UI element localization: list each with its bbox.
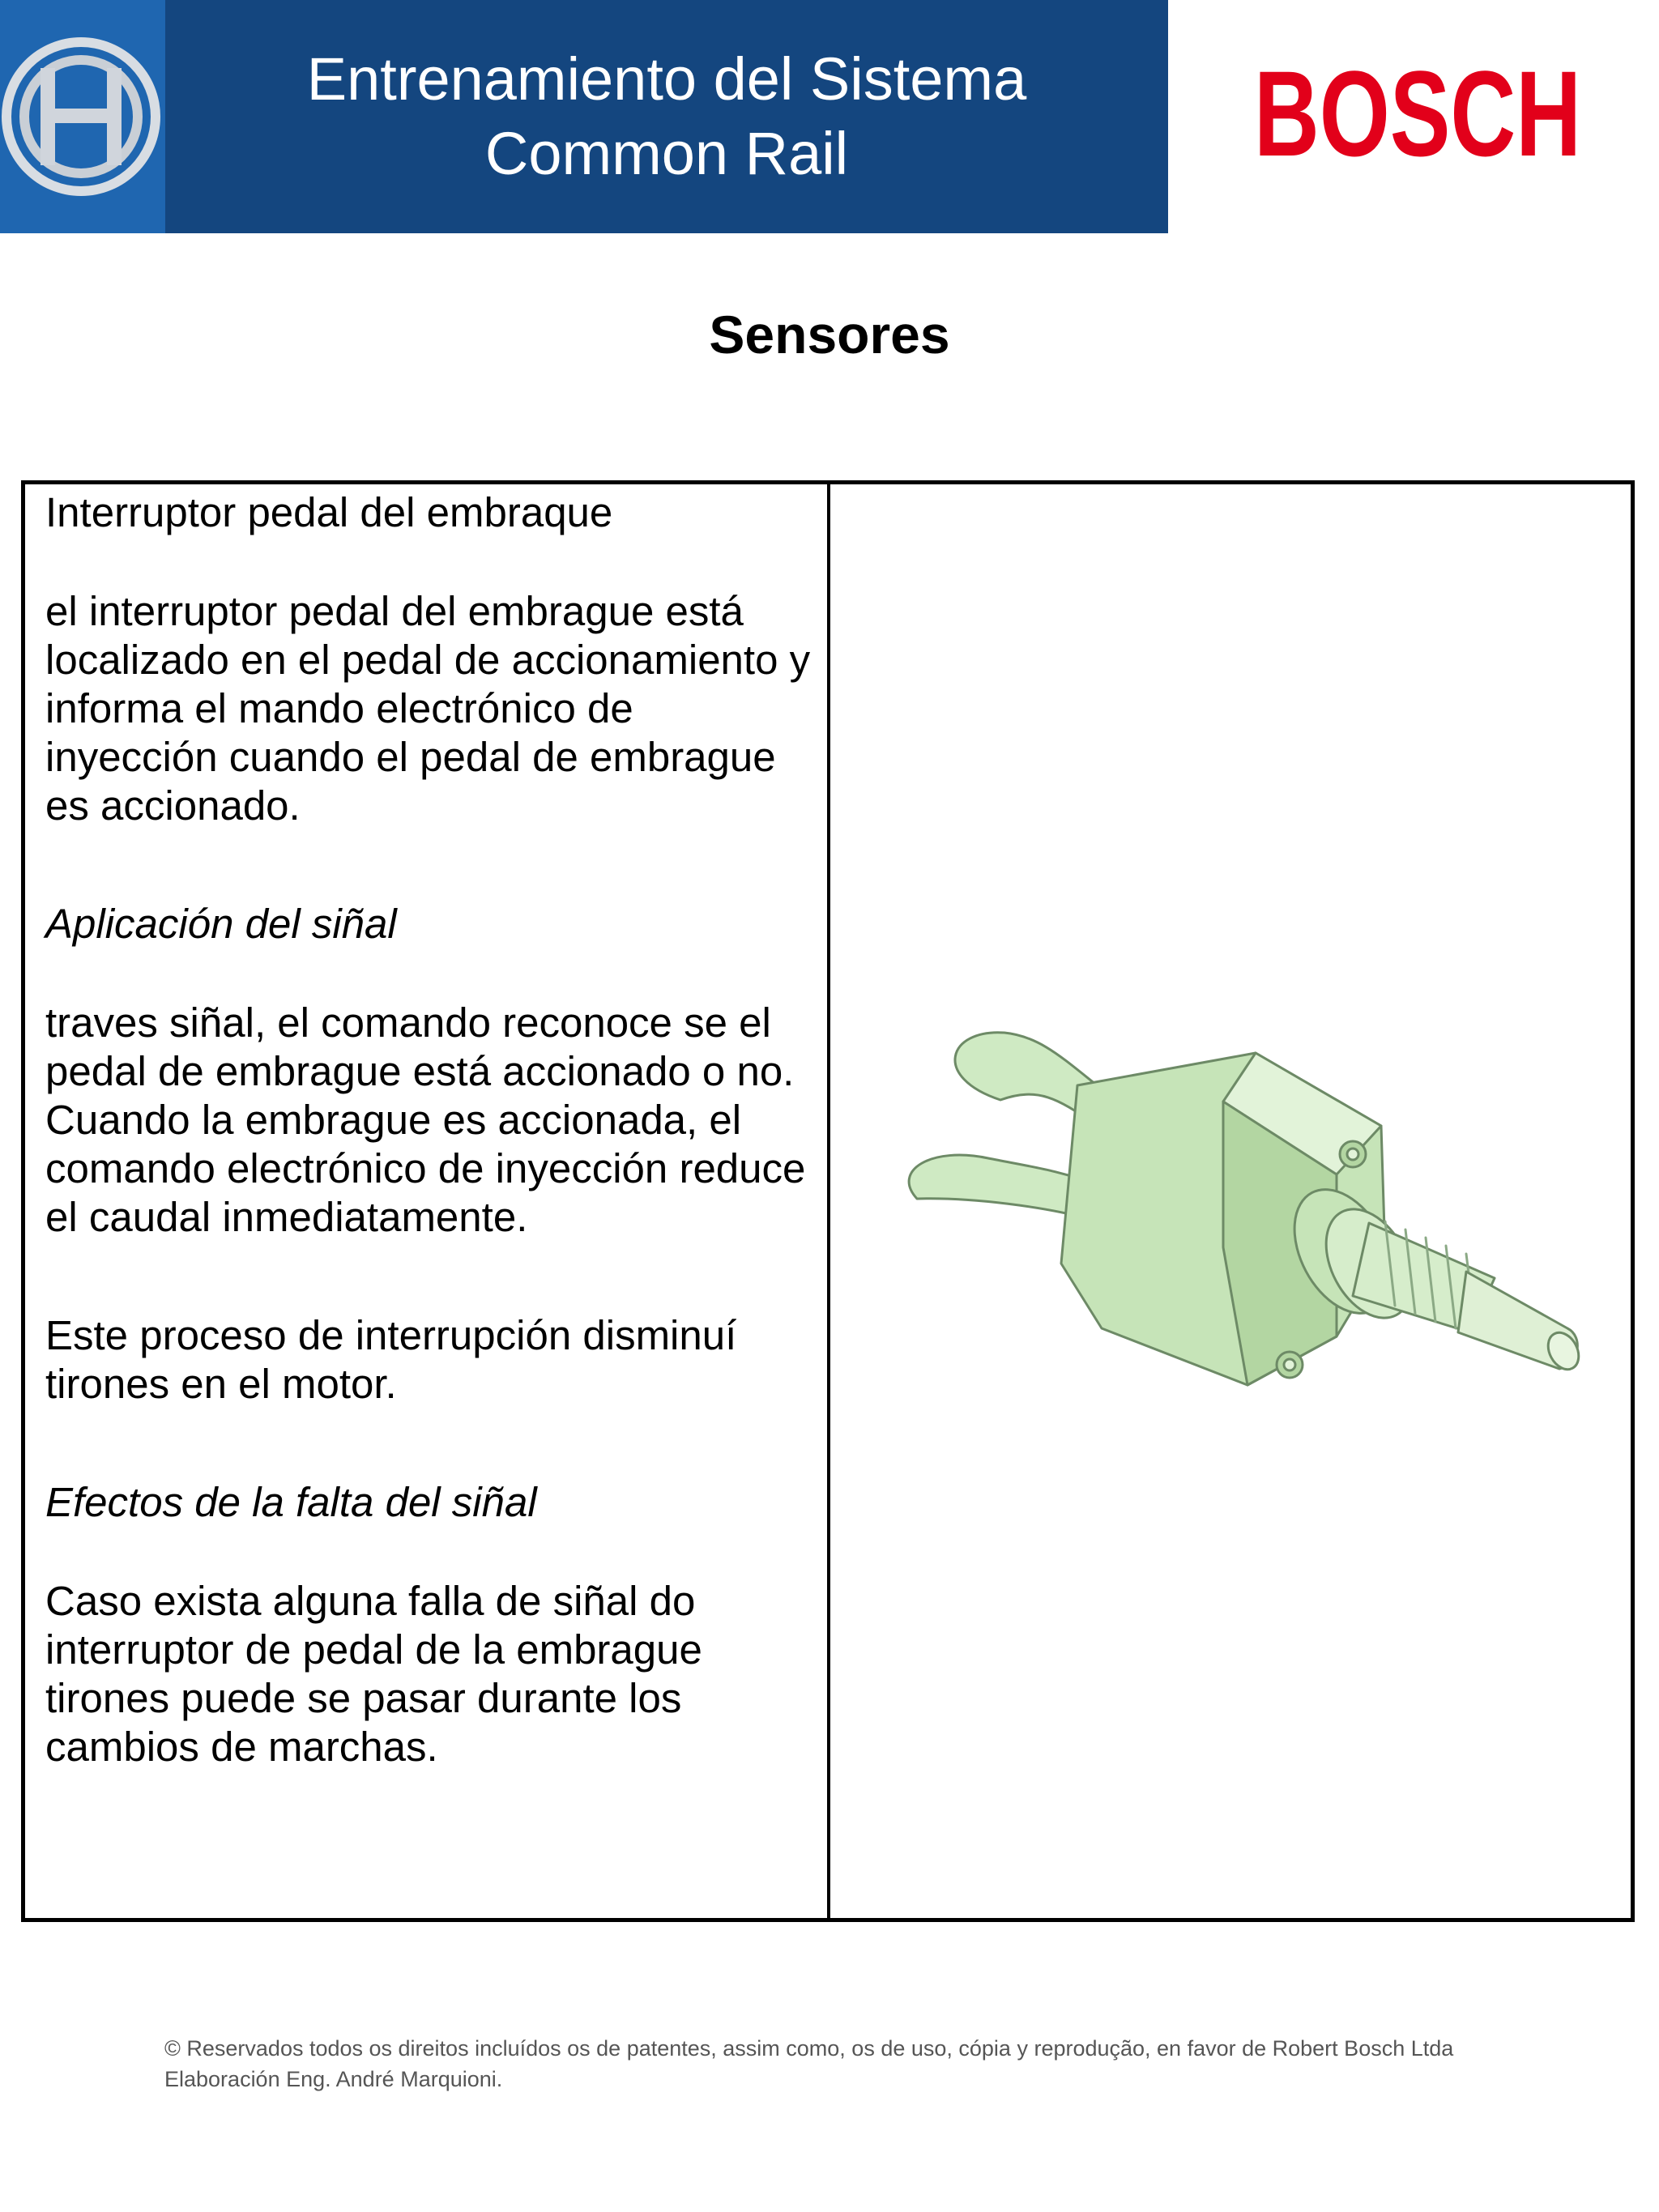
clutch-pedal-switch-illustration <box>899 1004 1588 1442</box>
brand-wordmark: BOSCH <box>1254 45 1581 181</box>
table-column-divider <box>827 480 830 1922</box>
bosch-brand-logo <box>1252 45 1584 181</box>
header-title-line-2: Common Rail <box>484 120 849 187</box>
copyright-footer: © Reservados todos os direitos incluídos os de patentes, assim como, os de uso, cópia y reprodução, en favor de Robert Bosch Ltda Elaboración Eng. André Marquioni. <box>164 2036 1454 2091</box>
section-title: Sensores <box>709 305 950 364</box>
effects-heading: Efectos de la falta del siñal <box>45 1479 537 1525</box>
description-column <box>45 488 815 1771</box>
component-heading: Interruptor pedal del embraque <box>45 489 613 535</box>
effects-text: Caso exista alguna falla de siñal do interruptor de pedal de la embrague tirones puede se pasar durante los cambios de marchas. <box>45 1578 702 1770</box>
bosch-armature-logo-tile <box>0 0 165 233</box>
application-text: traves siñal, el comando reconoce se el pedal de embrague está accionado o no. Cuando la embrague es accionada, el comando electrónico de inyección reduce el caudal inmediatamente. <box>45 999 806 1240</box>
component-description: el interruptor pedal del embrague está localizado en el pedal de accionamiento y informa el mando electrónico de inyección cuando el pedal de embrague es accionado. <box>45 588 811 829</box>
header-title-line-1: Entrenamiento del Sistema <box>306 45 1027 113</box>
bosch-armature-icon <box>0 32 165 202</box>
application-heading: Aplicación del siñal <box>45 901 397 947</box>
process-text: Este proceso de interrupción disminuí tirones en el motor. <box>45 1312 737 1407</box>
page-header-title <box>165 42 1168 191</box>
